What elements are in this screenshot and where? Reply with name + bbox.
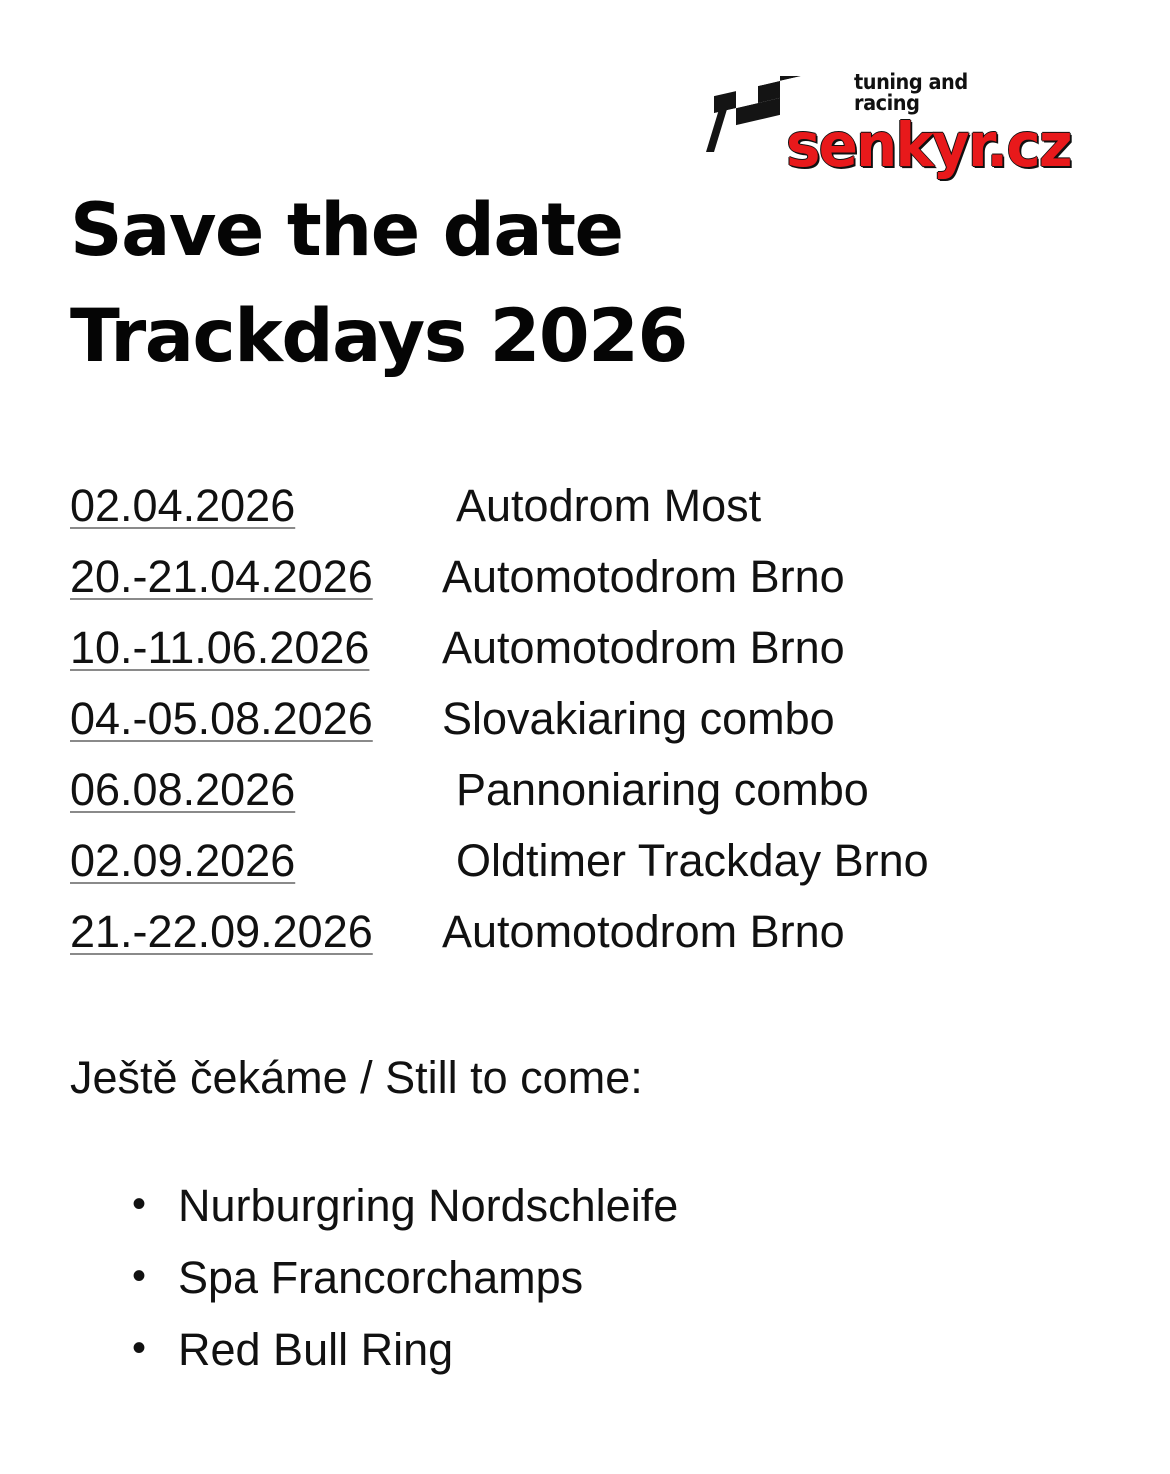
list-item: • Spa Francorchamps	[178, 1242, 678, 1314]
still-to-come-list	[118, 1170, 678, 1386]
page-title-line-2: Trackdays 2026	[70, 293, 687, 379]
schedule-row	[70, 470, 1090, 541]
schedule-list	[70, 470, 1090, 967]
brand-logo	[706, 70, 1071, 181]
logo-wordmark: senkyr.cz	[786, 110, 1071, 181]
schedule-row	[70, 612, 1090, 683]
schedule-date: 10.-11.06.2026	[70, 622, 370, 673]
schedule-date: 06.08.2026	[70, 764, 296, 815]
page-title-line-1: Save the date	[70, 188, 623, 273]
schedule-row	[70, 754, 1090, 825]
schedule-date: 20.-21.04.2026	[70, 551, 373, 602]
schedule-row	[70, 541, 1090, 612]
schedule-venue: Automotodrom Brno	[442, 551, 845, 602]
page-title	[70, 178, 1070, 390]
schedule-venue: Automotodrom Brno	[442, 906, 845, 957]
schedule-row	[70, 825, 1090, 896]
schedule-venue: Autodrom Most	[456, 480, 762, 531]
schedule-venue: Oldtimer Trackday Brno	[456, 835, 929, 886]
schedule-venue: Automotodrom Brno	[442, 622, 845, 673]
schedule-venue: Pannoniaring combo	[456, 764, 869, 815]
schedule-row	[70, 683, 1090, 754]
list-item: • Red Bull Ring	[178, 1314, 678, 1386]
list-item: • Nurburgring Nordschleife	[178, 1170, 678, 1242]
schedule-venue: Slovakiaring combo	[442, 693, 835, 744]
logo-tagline: tuning and racing	[854, 70, 968, 115]
still-to-come-heading: Ještě čekáme / Still to come:	[70, 1052, 643, 1103]
schedule-date: 02.09.2026	[70, 835, 296, 886]
schedule-date: 21.-22.09.2026	[70, 906, 373, 957]
schedule-date: 04.-05.08.2026	[70, 693, 373, 744]
schedule-date: 02.04.2026	[70, 480, 296, 531]
schedule-row	[70, 896, 1090, 967]
